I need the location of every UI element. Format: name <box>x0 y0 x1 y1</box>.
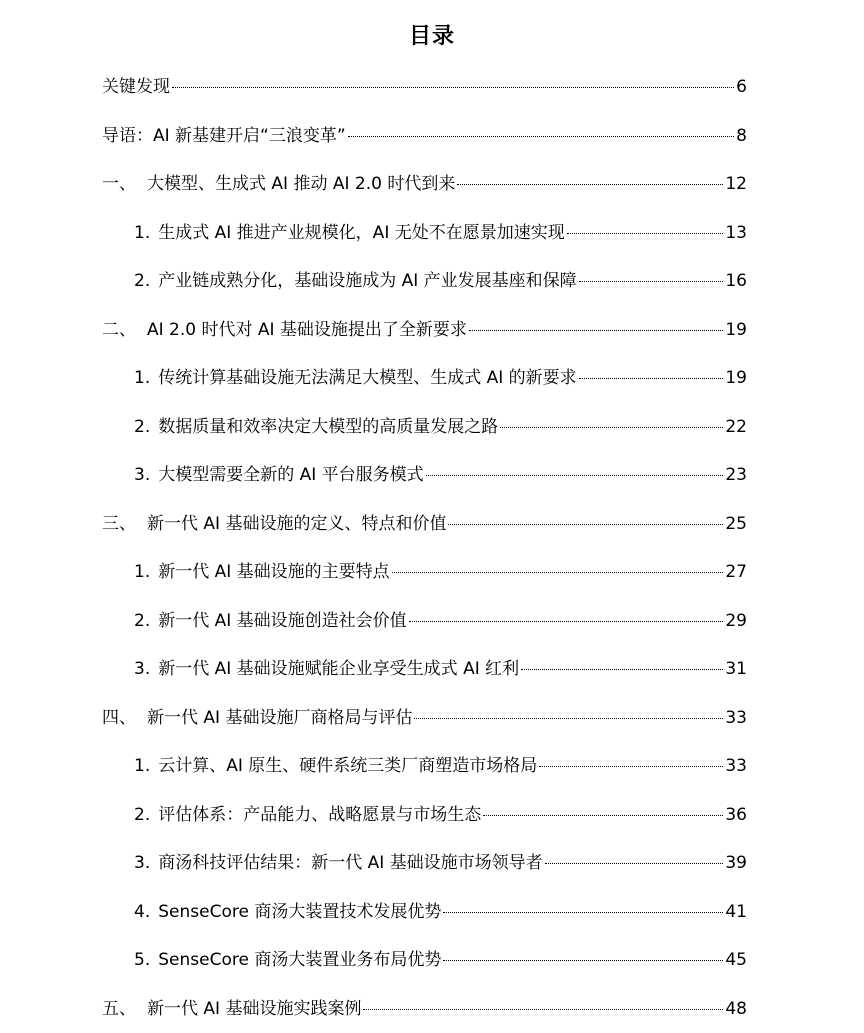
toc-entry[interactable] <box>102 511 747 537</box>
dot-leader <box>567 233 724 234</box>
toc-entry-number: 四、 <box>102 707 136 728</box>
dot-leader <box>469 330 723 331</box>
toc-entry-page-number: 6 <box>736 77 747 97</box>
toc-entry-title: 关键发现 <box>102 77 170 97</box>
toc-entry-number: 1. <box>134 368 151 388</box>
toc-entry-number: 三、 <box>102 513 136 534</box>
dot-leader <box>172 87 734 88</box>
dot-leader <box>579 281 724 282</box>
toc-entry-title: 大模型、生成式 AI 推动 AI 2.0 时代到来 <box>147 174 456 194</box>
dot-leader <box>483 815 723 816</box>
toc-entry[interactable] <box>134 220 747 246</box>
toc-entry-page-number: 23 <box>725 465 747 485</box>
toc-entry-title: 生成式 AI 推进产业规模化，AI 无处不在愿景加速实现 <box>158 222 565 243</box>
toc-entry-number: 1. <box>134 756 151 776</box>
toc-entry-page-number: 48 <box>725 998 747 1019</box>
toc-entry-page-number: 39 <box>725 853 747 873</box>
toc-entry[interactable] <box>102 171 747 197</box>
dot-leader <box>414 718 723 719</box>
dot-leader <box>521 669 723 670</box>
toc-entry[interactable] <box>134 899 747 925</box>
toc-entry-number: 1. <box>134 222 151 243</box>
toc-entry[interactable] <box>134 414 747 440</box>
toc-entry-number: 一、 <box>102 174 136 194</box>
toc-entry-title: 评估体系：产品能力、战略愿景与市场生态 <box>158 804 482 825</box>
toc-entry-title: 新一代 AI 基础设施的定义、特点和价值 <box>147 513 447 534</box>
toc-entry-title: 新一代 AI 基础设施的主要特点 <box>158 562 390 582</box>
toc-entry[interactable] <box>134 802 747 828</box>
toc-entry-page-number: 36 <box>725 804 747 825</box>
toc-entry-page-number: 27 <box>725 562 747 582</box>
toc-entry-page-number: 33 <box>725 707 747 728</box>
toc-entry-number: 3. <box>134 853 151 873</box>
dot-leader <box>443 960 723 961</box>
toc-entry-number: 5. <box>134 950 151 970</box>
toc-entry-page-number: 45 <box>725 950 747 970</box>
toc-entry-title: 导语：AI 新基建开启“三浪变革” <box>102 125 346 146</box>
toc-entry-number: 1. <box>134 562 151 582</box>
toc-entry-page-number: 29 <box>725 610 747 631</box>
dot-leader <box>545 863 724 864</box>
toc-entry-page-number: 19 <box>725 368 747 388</box>
toc-entry[interactable] <box>102 123 747 149</box>
toc-entry-number: 2. <box>134 271 151 291</box>
toc-entry-number: 2. <box>134 416 151 437</box>
toc-entry[interactable] <box>102 996 747 1022</box>
toc-entry-number: 2. <box>134 610 151 631</box>
dot-leader <box>348 136 735 137</box>
page-title: 目录 <box>408 24 455 49</box>
toc-entry[interactable] <box>134 608 747 634</box>
toc-entry-page-number: 22 <box>725 416 747 437</box>
toc-entry-page-number: 12 <box>725 174 747 194</box>
dot-leader <box>392 572 724 573</box>
toc-entry-page-number: 13 <box>725 222 747 243</box>
toc-entry-title: 数据质量和效率决定大模型的高质量发展之路 <box>158 416 499 437</box>
toc-entry-title: 商汤科技评估结果：新一代 AI 基础设施市场领导者 <box>158 853 543 873</box>
toc-entry-title: SenseCore 商汤大装置技术发展优势 <box>158 901 442 922</box>
toc-entry-title: 云计算、AI 原生、硬件系统三类厂商塑造市场格局 <box>158 756 538 776</box>
toc-entry[interactable] <box>134 462 747 488</box>
toc-entry-title: 传统计算基础设施无法满足大模型、生成式 AI 的新要求 <box>158 368 577 388</box>
dot-leader <box>443 912 723 913</box>
toc-entry[interactable] <box>102 74 747 100</box>
toc-entry-title: 大模型需要全新的 AI 平台服务模式 <box>158 465 424 485</box>
toc-entry-page-number: 16 <box>725 271 747 291</box>
toc-entry-page-number: 31 <box>725 659 747 679</box>
toc-entry-title: 新一代 AI 基础设施赋能企业享受生成式 AI 红利 <box>158 659 520 679</box>
toc-entry-title: 新一代 AI 基础设施厂商格局与评估 <box>147 707 413 728</box>
toc-entry-number: 五、 <box>102 998 136 1019</box>
toc-entry-page-number: 33 <box>725 756 747 776</box>
dot-leader <box>409 621 724 622</box>
toc-entry[interactable] <box>134 947 747 973</box>
toc-entry[interactable] <box>134 559 747 585</box>
toc-entry[interactable] <box>134 268 747 294</box>
toc-entry-number: 3. <box>134 465 151 485</box>
dot-leader <box>448 524 723 525</box>
toc-entry[interactable] <box>102 317 747 343</box>
toc-entry-page-number: 19 <box>725 319 747 340</box>
toc-entry-number: 3. <box>134 659 151 679</box>
toc-entry[interactable] <box>102 705 747 731</box>
toc-entry-number: 4. <box>134 901 151 922</box>
toc-entry-page-number: 8 <box>736 125 747 146</box>
dot-leader <box>539 766 723 767</box>
toc-entry-title: 新一代 AI 基础设施创造社会价值 <box>158 610 407 631</box>
dot-leader <box>579 378 724 379</box>
toc-entry-page-number: 41 <box>725 901 747 922</box>
toc-entry-title: AI 2.0 时代对 AI 基础设施提出了全新要求 <box>147 319 467 340</box>
dot-leader <box>500 427 723 428</box>
dot-leader <box>426 475 724 476</box>
dot-leader <box>363 1009 723 1010</box>
dot-leader <box>457 184 723 185</box>
toc-entry-title: SenseCore 商汤大装置业务布局优势 <box>158 950 442 970</box>
toc-entry-page-number: 25 <box>725 513 747 534</box>
toc-entry-title: 产业链成熟分化，基础设施成为 AI 产业发展基座和保障 <box>158 271 577 291</box>
toc-entry-title: 新一代 AI 基础设施实践案例 <box>147 998 362 1019</box>
toc-entry[interactable] <box>134 753 747 779</box>
toc-entry[interactable] <box>134 365 747 391</box>
toc-entry-number: 2. <box>134 804 151 825</box>
toc-entry-number: 二、 <box>102 319 136 340</box>
toc-entry[interactable] <box>134 656 747 682</box>
toc-entry[interactable] <box>134 850 747 876</box>
